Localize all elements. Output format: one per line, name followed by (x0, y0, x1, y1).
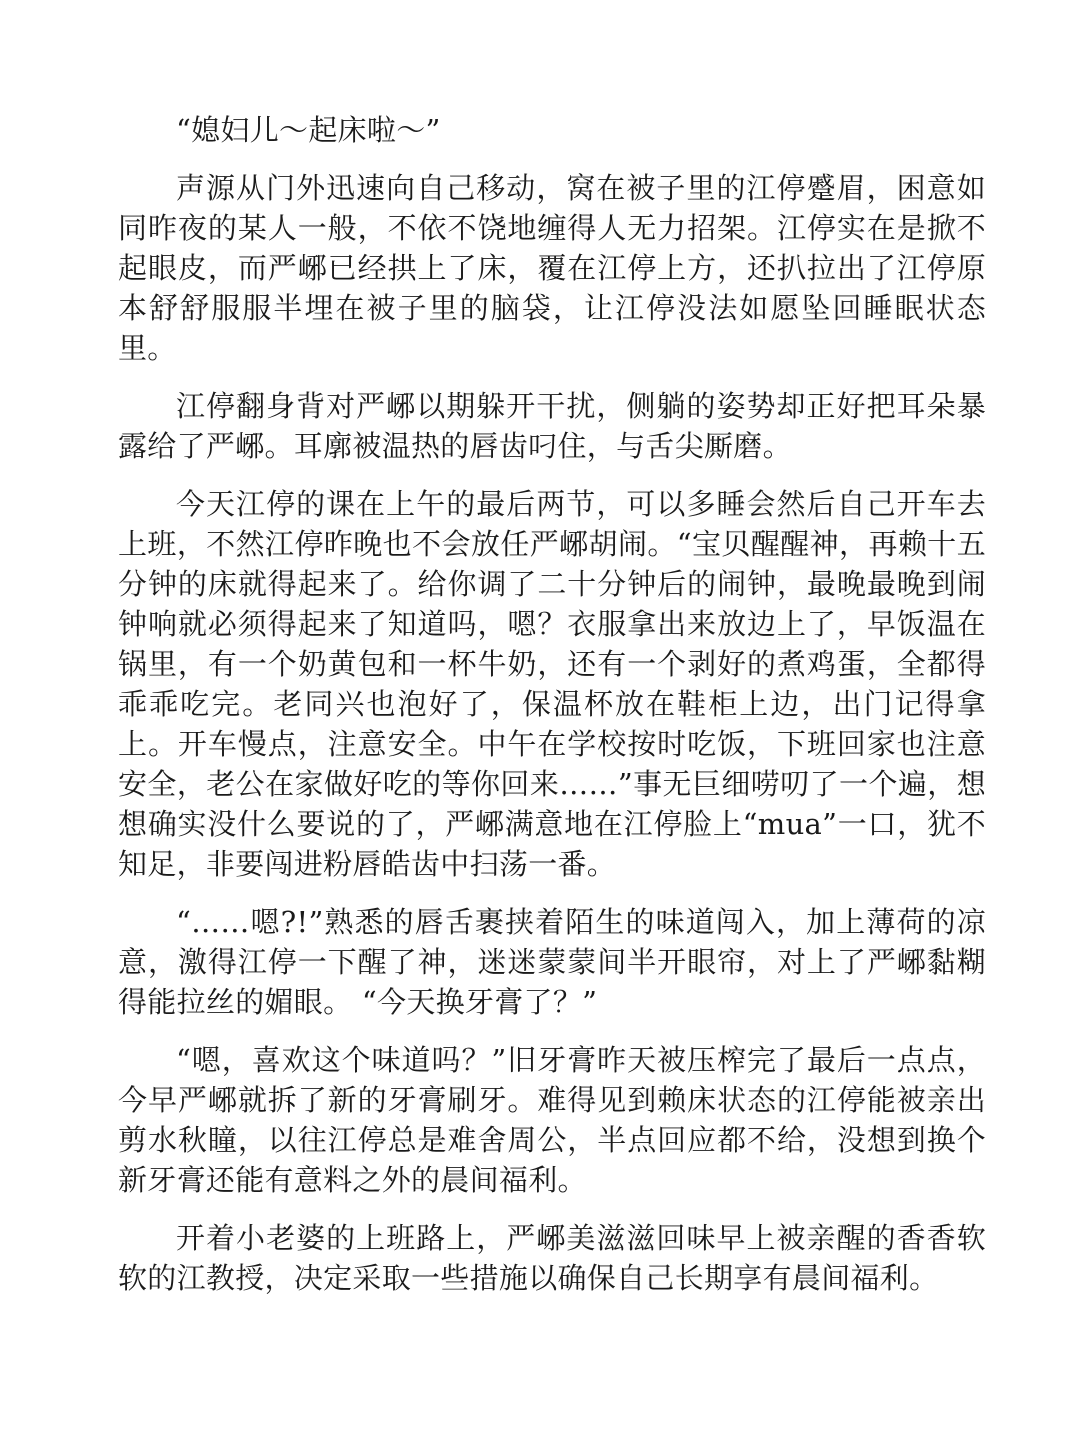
paragraph-4: 今天江停的课在上午的最后两节，可以多睡会然后自己开车去上班，不然江停昨晚也不会放任严峫胡闹。“宝贝醒醒神，再赖十五分钟的床就得起来了。给你调了二十分钟后的闹钟，最晚最晚到闹钟响就必须得起来了知道吗，嗯？衣服拿出来放边上了，早饭温在锅里，有一个奶黄包和一杯牛奶，还有一个剥好的煮鸡蛋，全都得乖乖吃完。老同兴也泡好了，保温杯放在鞋柜上边，出门记得拿上。开车慢点，注意安全。中午在学校按时吃饭，下班回家也注意安全，老公在家做好吃的等你回来……”事无巨细唠叨了一个遍，想想确实没什么要说的了，严峫满意地在江停脸上“mua”一口，犹不知足，非要闯进粉唇皓齿中扫荡一番。 (118, 487, 986, 881)
paragraph-1: “媳妇儿～起床啦～” (176, 113, 441, 147)
article-body (118, 110, 986, 1316)
paragraph-2: 声源从门外迅速向自己移动，窝在被子里的江停蹙眉，困意如同昨夜的某人一般，不依不饶地缠得人无力招架。江停实在是掀不起眼皮，而严峫已经拱上了床，覆在江停上方，还扒拉出了江停原本舒舒服服半埋在被子里的脑袋，让江停没法如愿坠回睡眠状态里。 (118, 171, 986, 365)
paragraph-5: “……嗯?!”熟悉的唇舌裹挟着陌生的味道闯入，加上薄荷的凉意，激得江停一下醒了神，迷迷蒙蒙间半开眼帘，对上了严峫黏糊得能拉丝的媚眼。 “今天换牙膏了？” (118, 905, 986, 1019)
paragraph-7: 开着小老婆的上班路上，严峫美滋滋回味早上被亲醒的香香软软的江教授，决定采取一些措施以确保自己长期享有晨间福利。 (118, 1221, 986, 1295)
paragraph-3: 江停翻身背对严峫以期躲开干扰，侧躺的姿势却正好把耳朵暴露给了严峫。耳廓被温热的唇齿叼住，与舌尖厮磨。 (118, 389, 986, 463)
paragraph-6: “嗯，喜欢这个味道吗？”旧牙膏昨天被压榨完了最后一点点，今早严峫就拆了新的牙膏刷牙。难得见到赖床状态的江停能被亲出剪水秋瞳，以往江停总是难舍周公，半点回应都不给，没想到换个新牙膏还能有意料之外的晨间福利。 (118, 1043, 986, 1197)
